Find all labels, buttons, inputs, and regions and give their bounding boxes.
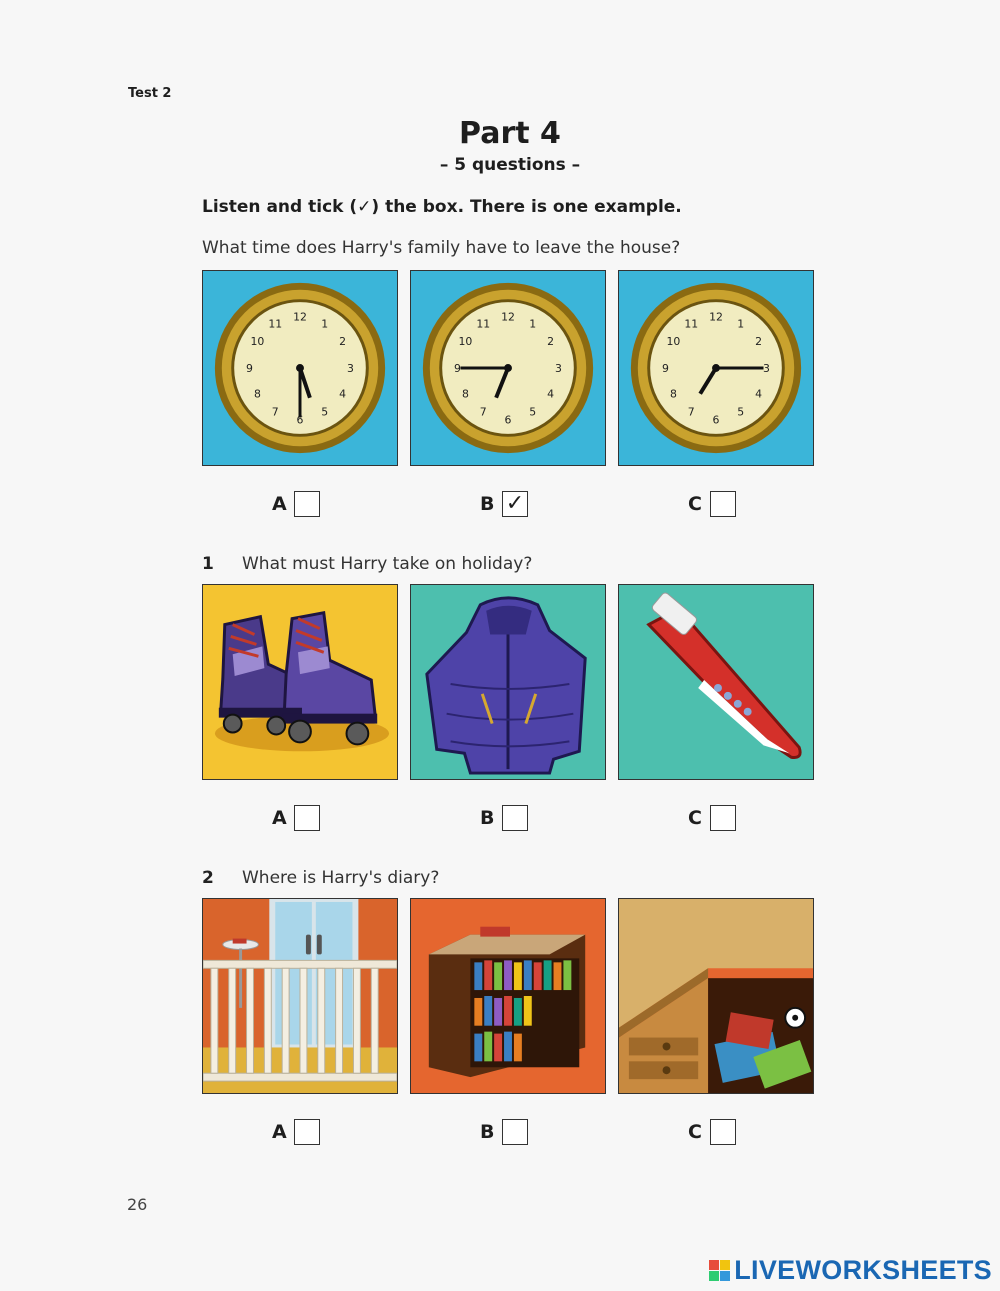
option-letter: C xyxy=(688,807,702,829)
example-picture-a xyxy=(202,270,398,466)
toothbrush-icon xyxy=(619,585,813,779)
svg-text:5: 5 xyxy=(737,405,745,419)
svg-text:10: 10 xyxy=(666,335,681,349)
question-1-option-a xyxy=(272,802,320,834)
question-text: What must Harry take on holiday? xyxy=(242,554,533,574)
svg-text:11: 11 xyxy=(476,317,491,331)
tick-box[interactable] xyxy=(710,805,736,831)
liveworksheets-logo[interactable] xyxy=(709,1255,992,1286)
logo-tiles-icon xyxy=(709,1260,730,1281)
svg-text:2: 2 xyxy=(339,335,347,349)
question-1-option-b xyxy=(480,802,528,834)
instruction: Listen and tick (✓) the box. There is one example. xyxy=(202,197,682,217)
question-1-picture-c xyxy=(618,584,814,780)
tick-box-checked[interactable]: ✓ xyxy=(502,491,528,517)
page-number: 26 xyxy=(127,1195,148,1214)
svg-text:3: 3 xyxy=(763,361,770,375)
svg-text:3: 3 xyxy=(555,361,562,375)
tick-box[interactable] xyxy=(710,1119,736,1145)
bookshelf-icon xyxy=(411,899,605,1093)
svg-text:1: 1 xyxy=(737,317,745,331)
question-1-option-c xyxy=(688,802,736,834)
svg-text:9: 9 xyxy=(246,361,253,375)
question-2-picture-b xyxy=(410,898,606,1094)
svg-text:12: 12 xyxy=(293,310,307,324)
svg-text:1: 1 xyxy=(529,317,537,331)
balcony-table-icon xyxy=(203,899,397,1093)
question-2-option-a xyxy=(272,1116,320,1148)
tick-box[interactable] xyxy=(502,805,528,831)
part-subtitle: – 5 questions – xyxy=(439,155,581,175)
example-option-b xyxy=(480,488,528,520)
example-picture-b xyxy=(410,270,606,466)
question-number: 2 xyxy=(202,868,214,888)
option-letter: B xyxy=(480,493,495,515)
svg-text:9: 9 xyxy=(662,361,669,375)
question-1-picture-a xyxy=(202,584,398,780)
svg-text:4: 4 xyxy=(755,387,763,401)
svg-text:1: 1 xyxy=(321,317,329,331)
example-picture-c xyxy=(618,270,814,466)
tick-box[interactable] xyxy=(502,1119,528,1145)
desk-icon xyxy=(619,899,813,1093)
svg-text:11: 11 xyxy=(268,317,283,331)
svg-text:7: 7 xyxy=(271,405,279,419)
svg-text:11: 11 xyxy=(684,317,699,331)
svg-text:10: 10 xyxy=(458,335,473,349)
question-1 xyxy=(202,554,532,574)
svg-text:3: 3 xyxy=(347,361,354,375)
svg-text:2: 2 xyxy=(755,335,763,349)
option-letter: C xyxy=(688,493,702,515)
svg-text:6: 6 xyxy=(296,413,304,427)
logo-text: LIVEWORKSHEETS xyxy=(734,1255,992,1285)
question-2-option-c xyxy=(688,1116,736,1148)
test-label: Test 2 xyxy=(128,86,172,101)
question-2-option-b xyxy=(480,1116,528,1148)
question-2-picture-a xyxy=(202,898,398,1094)
svg-text:4: 4 xyxy=(339,387,347,401)
svg-text:4: 4 xyxy=(547,387,555,401)
svg-text:12: 12 xyxy=(709,310,723,324)
option-letter: A xyxy=(272,493,287,515)
svg-text:5: 5 xyxy=(321,405,329,419)
svg-text:6: 6 xyxy=(504,413,512,427)
clock-half-past-five-icon xyxy=(203,271,397,465)
option-letter: B xyxy=(480,1121,495,1143)
question-number: 1 xyxy=(202,554,214,574)
question-2-picture-c xyxy=(618,898,814,1094)
option-letter: A xyxy=(272,1121,287,1143)
svg-text:7: 7 xyxy=(479,405,487,419)
tick-box[interactable] xyxy=(294,805,320,831)
svg-text:6: 6 xyxy=(712,413,720,427)
jacket-icon xyxy=(411,585,605,779)
example-option-c xyxy=(688,488,736,520)
svg-text:8: 8 xyxy=(461,387,469,401)
question-1-picture-b xyxy=(410,584,606,780)
example-question: What time does Harry's family have to leave the house? xyxy=(202,238,681,258)
clock-quarter-past-seven-icon xyxy=(619,271,813,465)
svg-text:12: 12 xyxy=(501,310,515,324)
tick-box[interactable] xyxy=(294,1119,320,1145)
svg-text:10: 10 xyxy=(250,335,265,349)
tick-box[interactable] xyxy=(294,491,320,517)
example-option-a xyxy=(272,488,320,520)
clock-quarter-to-seven-icon xyxy=(411,271,605,465)
part-title: Part 4 xyxy=(459,116,561,151)
option-letter: C xyxy=(688,1121,702,1143)
question-text: Where is Harry's diary? xyxy=(242,868,440,888)
svg-text:2: 2 xyxy=(547,335,555,349)
question-2 xyxy=(202,868,439,888)
svg-text:7: 7 xyxy=(687,405,695,419)
svg-text:8: 8 xyxy=(669,387,677,401)
svg-text:9: 9 xyxy=(454,361,461,375)
svg-text:5: 5 xyxy=(529,405,537,419)
svg-text:8: 8 xyxy=(253,387,261,401)
tick-box[interactable] xyxy=(710,491,736,517)
roller-skates-icon xyxy=(203,585,397,779)
option-letter: A xyxy=(272,807,287,829)
option-letter: B xyxy=(480,807,495,829)
